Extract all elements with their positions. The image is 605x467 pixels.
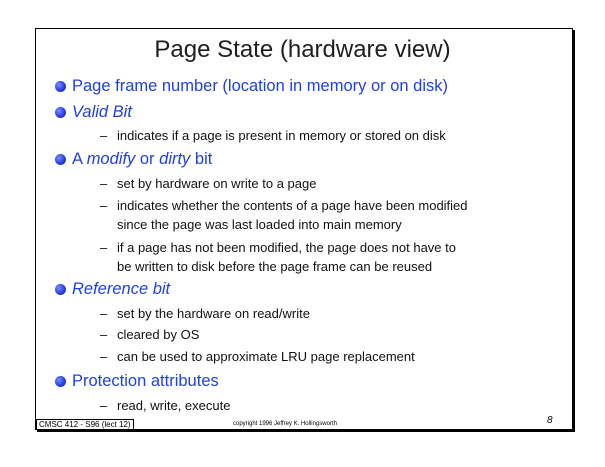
bullet-dot-icon (55, 81, 66, 92)
sub-item-text: cleared by OS (117, 327, 200, 342)
sub-item-valid-1 (100, 126, 446, 145)
bullet-text-italic: modify (86, 150, 136, 168)
dash-marker: – (100, 176, 108, 191)
sub-item-text: read, write, execute (117, 398, 231, 413)
sub-item-text: indicates if a page is present in memory or stored on disk (117, 128, 446, 143)
sub-item-text: set by the hardware on read/write (117, 306, 310, 321)
sub-item-text: if a page has not been modified, the page does not have to (117, 240, 456, 255)
sub-item-text: can be used to approximate LRU page replacement (117, 349, 415, 364)
page-number: 8 (547, 415, 553, 426)
sub-item-text-continued: be written to disk before the page frame can be reused (117, 259, 433, 274)
bullet-dot-icon (55, 154, 66, 165)
dash-marker: – (100, 327, 108, 342)
footer-course-label: CMSC 412 - S96 (lect 12) (36, 419, 134, 430)
footer-copyright: copyright 1996 Jeffrey K. Hollingsworth (233, 421, 337, 427)
slide-title: Page State (hardware view) (154, 36, 451, 63)
sub-item-prot-1 (100, 396, 230, 415)
sub-item-modify-3 (100, 238, 456, 276)
bullet-dot-icon (55, 284, 66, 295)
bullet-text: Protection attributes (72, 372, 219, 390)
sub-item-text: set by hardware on write to a page (117, 176, 317, 191)
bullet-text: bit (190, 150, 213, 168)
bullet-text: Page frame number (location in memory or on disk) (72, 77, 448, 95)
bullet-text: Reference bit (72, 280, 171, 298)
bullet-text-italic: dirty (159, 150, 191, 168)
bullet-text: A (72, 150, 87, 168)
bullet-valid-bit (72, 102, 132, 122)
sub-item-modify-1 (100, 174, 316, 193)
dash-marker: – (100, 398, 108, 413)
sub-item-text: indicates whether the contents of a page have been modified (117, 198, 468, 213)
bullet-text: or (135, 150, 160, 168)
sub-item-ref-2 (100, 325, 199, 344)
bullet-modify-bit (72, 149, 212, 169)
sub-item-ref-1 (100, 304, 310, 323)
dash-marker: – (100, 198, 108, 213)
sub-item-ref-3 (100, 347, 415, 366)
bullet-protection-attributes (72, 371, 219, 391)
bullet-text: Valid Bit (72, 103, 132, 121)
bullet-dot-icon (55, 107, 66, 118)
dash-marker: – (100, 128, 108, 143)
bullet-reference-bit (72, 279, 170, 299)
sub-item-modify-2 (100, 196, 468, 234)
dash-marker: – (100, 306, 108, 321)
bullet-page-frame-number (72, 76, 448, 96)
bullet-dot-icon (55, 376, 66, 387)
dash-marker: – (100, 240, 108, 255)
sub-item-text-continued: since the page was last loaded into main memory (117, 217, 402, 232)
dash-marker: – (100, 349, 108, 364)
